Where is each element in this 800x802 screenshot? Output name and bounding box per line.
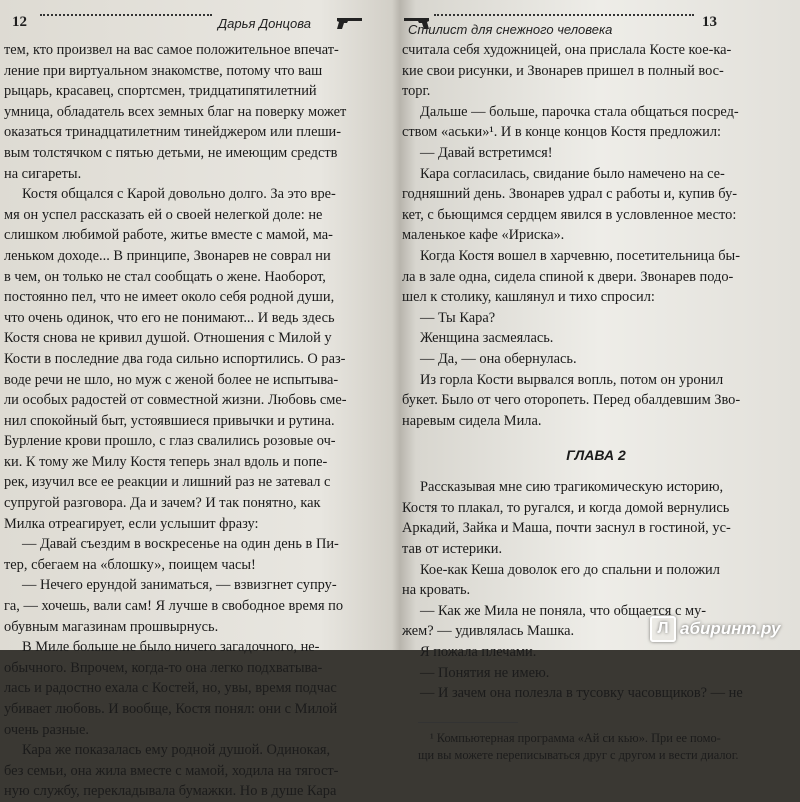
text-line: — Понятия не имею. [420, 664, 550, 681]
text-line: — Нечего ерундой заниматься, — взвизгнет супру- [22, 577, 337, 594]
text-line: слишком любимой работе, житье вместе с мамой, ма- [4, 227, 333, 244]
text-line: наревым сидела Мила. [402, 412, 542, 429]
text-line: Когда Костя вошел в харчевню, посетительница бы- [420, 247, 741, 264]
text-line: ление при виртуальном знакомстве, потому что ваш [4, 62, 323, 79]
text-line: рыцарь, красавец, спортсмен, тридцатипятилетний [4, 83, 317, 100]
text-line: га, — хочешь, вали сам! Я лучше в свободное время по [4, 598, 344, 615]
text-line: торг. [402, 83, 431, 100]
text-line: Милка отреагирует, если услышит фразу: [4, 515, 259, 532]
header-dotted-rule [434, 14, 694, 18]
text-line: Кости в последние два года сильно испортились. О раз- [4, 350, 346, 367]
text-line: Кара же показалась ему родной душой. Одинокая, [22, 742, 331, 759]
text-line: Кара согласилась, свидание было намечено на се- [420, 165, 725, 182]
left-page-number: 12 [12, 14, 27, 30]
text-line: воде речи не шло, но муж с женой более не испытыва- [4, 371, 339, 388]
text-line: что очень одинок, что его не понимают... И ведь здесь [4, 309, 335, 326]
left-running-head: Дарья Донцова [218, 16, 311, 31]
text-line: Костя общался с Карой довольно долго. За это вре- [22, 186, 336, 203]
left-page-body [4, 40, 384, 802]
text-line: считала себя художницей, она прислала Косте кое-ка- [402, 42, 732, 58]
text-line: мя он успел рассказать ей о своей нелегкой доле: не [4, 206, 323, 223]
text-line: Женщина засмеялась. [420, 330, 554, 347]
text-line: ла в зале одна, сидела спиной к двери. Звонарев подо- [402, 268, 734, 285]
text-line: Костя то плакал, то ругался, и когда домой вернулись [402, 499, 730, 516]
text-line: Рассказывая мне сию трагикомическую историю, [420, 479, 724, 496]
text-line: Бурление крови прошло, с глаз свалились розовые оч- [4, 433, 336, 450]
text-line: ¹ Компьютерная программа «Ай си кью». При ее помо- [430, 730, 721, 745]
text-line: лась и радостно ехала с Костей, но, увы, время подчас [4, 680, 337, 697]
text-line: маленькое кафе «Ириска». [402, 227, 565, 244]
text-line: жем? — удивлялась Машка. [402, 623, 575, 640]
text-line: ки. К тому же Милу Костя теперь знал вдоль и попе- [4, 453, 328, 470]
text-line: тер, сбегаем на «блошку», поищем часы! [4, 556, 256, 573]
text-line: леньком доходе... В принципе, Звонарев не соврал ни [4, 247, 331, 264]
labirint-watermark [650, 614, 780, 644]
text-line: — Давай съездим в воскресенье на один день в Пи- [22, 536, 339, 553]
text-line: на кровать. [402, 582, 471, 599]
watermark-text: абиринт.ру [680, 619, 781, 638]
text-line: вым толстячком с пятью детьми, не имеющим средств [4, 144, 338, 161]
text-line: оказаться тринадцатилетним тинейджером или плеши- [4, 124, 342, 141]
text-line: кие свои рисунки, и Звонарев пришел в полный вос- [402, 62, 724, 79]
text-line: годняшний день. Звонарев удрал с работы и, купив бу- [402, 186, 738, 203]
text-line: — Как же Мила не поняла, что общается с му- [420, 602, 707, 619]
text-line: Кое-как Кеша доволок его до спальни и положил [420, 561, 720, 578]
text-line: в чем, он только не стал сообщать о жене. Наоборот, [4, 268, 326, 285]
text-line: Костя снова не кривил душой. Отношения с Милой у [4, 330, 332, 347]
text-line: ную службу, перекладывала бумажки. Но в душе Кара [4, 783, 337, 800]
text-line: — И зачем она полезла в тусовку часовщиков? — не [420, 685, 743, 702]
text-line: без семьи, она жила вместе с мамой, ходила на тягост- [4, 762, 339, 779]
text-line: Из горла Кости вырвался вопль, потом он уронил [420, 371, 724, 388]
left-page-header [0, 4, 398, 38]
right-page-header [402, 4, 800, 38]
text-line: щи вы можете переписываться друг с другом и вести диалог. [418, 747, 739, 762]
text-line: убивает любовь. И вообще, Костя понял: они с Милой [4, 701, 338, 717]
text-line: — Ты Кара? [420, 309, 496, 326]
right-running-head: Стилист для снежного человека [408, 22, 613, 37]
text-line: букет. Было от чего оторопеть. Перед обалдевшим Зво- [402, 392, 741, 409]
text-line: умница, обладатель всех земных благ на поверку может [4, 103, 347, 120]
text-line: кет, с бьющимся сердцем явился в условленное место: [402, 206, 737, 223]
text-line: на сигареты. [4, 165, 82, 182]
text-line: супругой разговора. Да и зачем? И так понятно, как [4, 495, 321, 512]
pistol-icon [336, 16, 364, 35]
text-line: — Давай встретимся! [420, 144, 553, 161]
text-line: шел к столику, кашлянул и тихо спросил: [402, 289, 655, 306]
header-dotted-rule [40, 14, 212, 18]
footnote [402, 730, 790, 764]
footnote-rule [418, 722, 518, 724]
text-line: очень разные. [4, 721, 89, 738]
text-line: Дальше — больше, парочка стала общаться посред- [420, 103, 739, 120]
text-line: ством «аськи»¹. И в конце концов Костя предложил: [402, 124, 721, 141]
text-line: обычного. Впрочем, когда-то она легко подхватыва- [4, 659, 323, 676]
text-line: обувным магазинам прошвырнусь. [4, 618, 219, 635]
text-line: тав от истерики. [402, 541, 503, 558]
right-page-body [402, 40, 790, 764]
text-line: постоянно пел, что не имеет около себя родной души, [4, 289, 335, 306]
right-page [402, 0, 800, 762]
left-page [0, 0, 398, 800]
text-line: В Миле больше не было ничего загадочного, не- [22, 639, 320, 656]
text-line: тем, кто произвел на вас самое положительное впечат- [4, 42, 339, 58]
text-line: Я пожала плечами. [420, 644, 537, 661]
chapter-title: ГЛАВА 2 [566, 447, 626, 464]
text-line: нил спокойный быт, устоявшиеся привычки и рутина. [4, 412, 335, 429]
text-line: ли особых радостей от совместной жизни. Любовь сме- [4, 392, 347, 409]
text-line: — Да, — она обернулась. [420, 350, 577, 367]
text-line: рек, изучил все ее реакции и лишний раз не затевал с [4, 474, 331, 491]
labirint-logo-icon: Л [650, 616, 676, 642]
text-line: Аркадий, Зайка и Маша, почти заснул в гостиной, ус- [402, 520, 731, 537]
right-page-number: 13 [702, 14, 717, 30]
